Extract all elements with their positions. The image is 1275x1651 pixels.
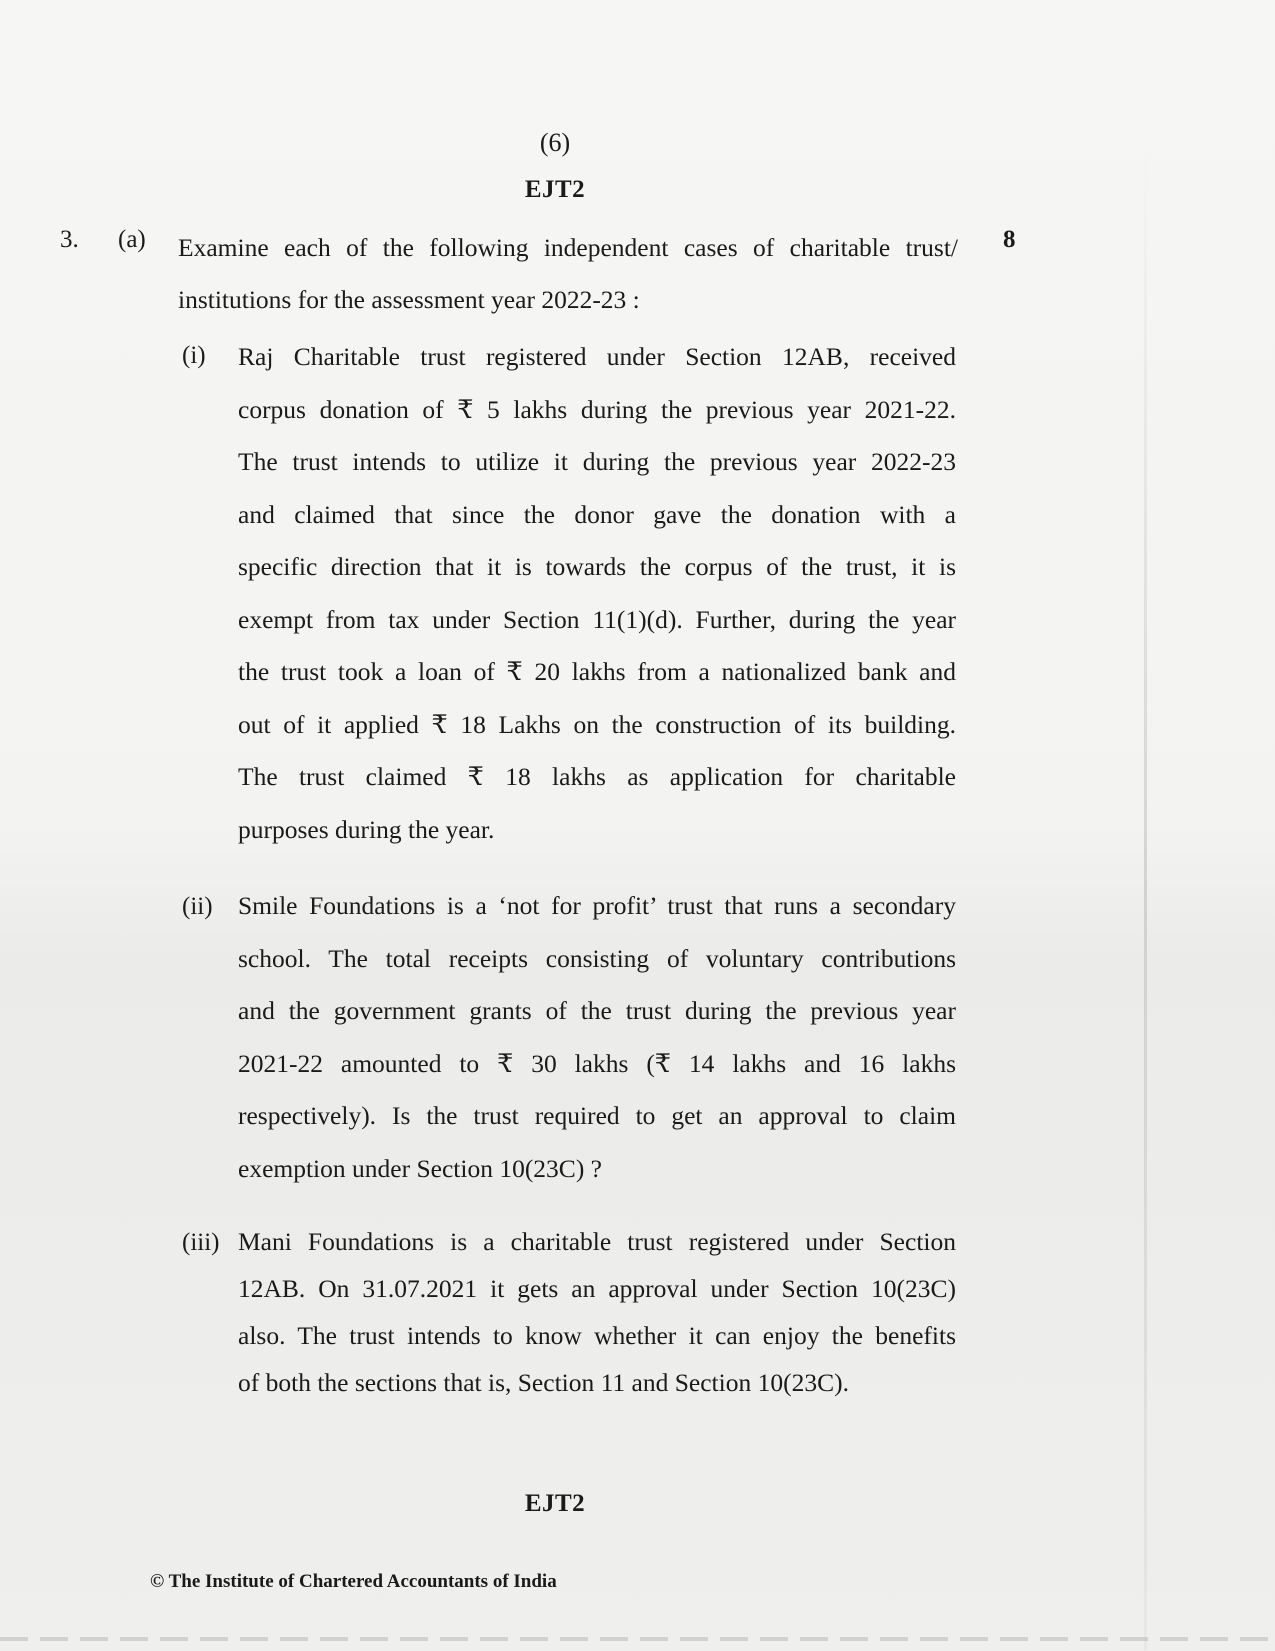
case-line: corpus donation of ₹ 5 lakhs during the previous year 2021-22. bbox=[238, 394, 956, 424]
case-line: also. The trust intends to know whether it can enjoy the benefits bbox=[238, 1321, 956, 1350]
scan-edge-shadow bbox=[1144, 150, 1147, 1650]
case-line: of both the sections that is, Section 11 and Section 10(23C). bbox=[238, 1368, 849, 1397]
case-line: school. The total receipts consisting of voluntary contributions bbox=[238, 943, 956, 973]
case-line: exempt from tax under Section 11(1)(d). Further, during the year bbox=[238, 604, 956, 634]
case-line: exemption under Section 10(23C) ? bbox=[238, 1153, 602, 1183]
case-line: Smile Foundations is a ‘not for profit’ trust that runs a secondary bbox=[238, 891, 956, 920]
question-part: (a) bbox=[118, 226, 146, 253]
case-line: The trust intends to utilize it during the previous year 2022-23 bbox=[238, 447, 956, 476]
intro-line: Examine each of the following independent cases of charitable trust/ bbox=[178, 233, 958, 262]
case-line: Raj Charitable trust registered under Section 12AB, received bbox=[238, 342, 956, 371]
intro-line: institutions for the assessment year 2022-23 : bbox=[178, 285, 640, 314]
case-line: and the government grants of the trust during the previous year bbox=[238, 996, 956, 1025]
scan-bottom-edge bbox=[0, 1637, 1275, 1641]
copyright-notice: © The Institute of Chartered Accountants of India bbox=[150, 1571, 557, 1592]
paper-code-footer: EJT2 bbox=[524, 1490, 586, 1517]
page-number: (6) bbox=[539, 128, 571, 157]
case-line: and claimed that since the donor gave the donation with a bbox=[238, 499, 956, 529]
case-line: 12AB. On 31.07.2021 it gets an approval under Section 10(23C) bbox=[238, 1274, 956, 1303]
case-line: specific direction that it is towards the corpus of the trust, it is bbox=[238, 552, 956, 581]
question-intro bbox=[178, 222, 958, 326]
case-label: (iii) bbox=[182, 1229, 220, 1256]
case-line: the trust took a loan of ₹ 20 lakhs from a nationalized bank and bbox=[238, 657, 956, 686]
paper-code-header: EJT2 bbox=[524, 176, 586, 203]
case-line: The trust claimed ₹ 18 lakhs as application for charitable bbox=[238, 762, 956, 791]
case-text bbox=[238, 1218, 956, 1406]
question-number: 3. bbox=[60, 226, 79, 253]
case-line: purposes during the year. bbox=[238, 814, 495, 844]
case-text bbox=[238, 880, 956, 1195]
case-line: Mani Foundations is a charitable trust registered under Section bbox=[238, 1227, 956, 1256]
case-line: respectively). Is the trust required to get an approval to claim bbox=[238, 1101, 956, 1130]
case-line: 2021-22 amounted to ₹ 30 lakhs (₹ 14 lakhs and 16 lakhs bbox=[238, 1048, 956, 1078]
case-label: (ii) bbox=[182, 893, 213, 920]
case-label: (i) bbox=[182, 342, 206, 369]
case-text bbox=[238, 331, 956, 856]
case-line: out of it applied ₹ 18 Lakhs on the construction of its building. bbox=[238, 709, 956, 739]
question-marks: 8 bbox=[1003, 226, 1016, 253]
